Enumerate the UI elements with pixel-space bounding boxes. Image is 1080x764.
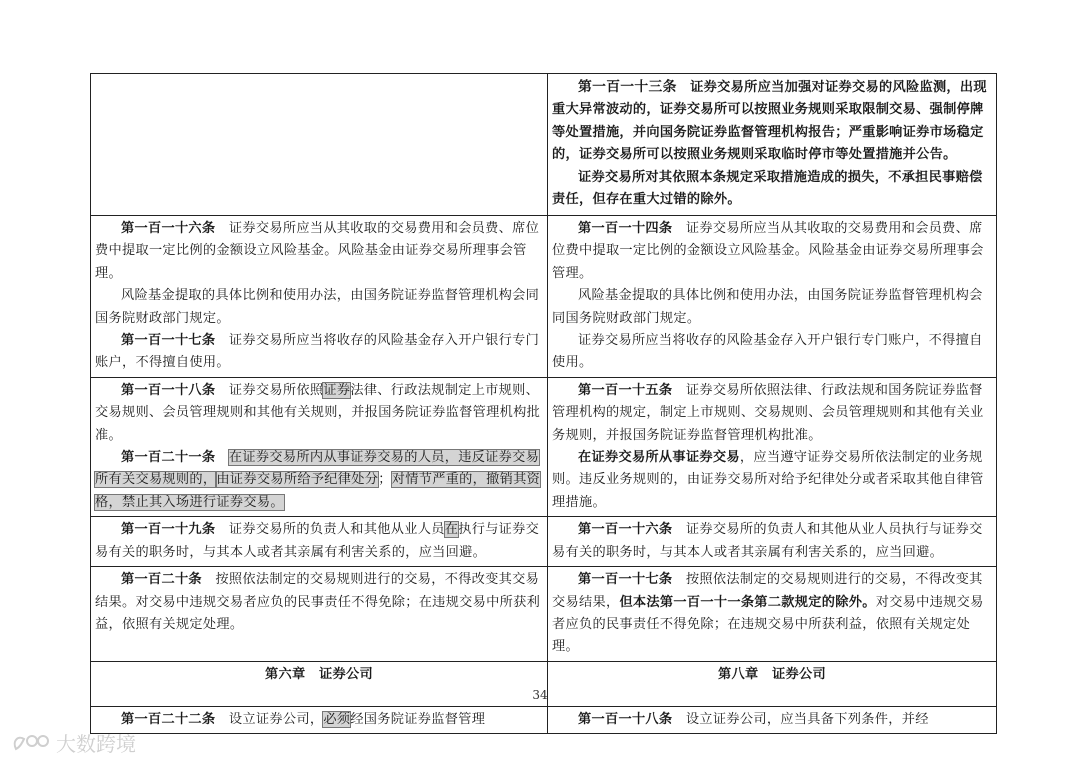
paragraph [95,569,543,636]
text-run: 证券交易所应当从其收取的交易费用和会员费、席位费中提取一定比例的金额设立风险基金。风险基金由证券交易所理事会管理。 [552,221,984,281]
bold-text: 第一百一十六条 [578,522,673,538]
bold-text: 证券交易所应当加强对证券交易的风险监测，出现重大异常波动的，证券交易所可以按照业务规则采取限制交易、强制停牌等处置措施，并向国务院证券监督管理机构报告；严重影响证券市场稳定的，证券交易所可以按照业务规则采取临时停市等处置措施并公告。 [552,80,987,163]
old-law-cell [91,74,548,216]
text-run: 设立证券公司，应当具备下列条件，并经 [672,711,929,727]
bold-text: 第一百二十二条 [121,711,216,727]
paragraph [95,380,543,447]
text-run: 设立证券公司， [215,711,324,727]
bold-text: 证券交易所对其依照本条规定采取措施造成的损失，不承担民事赔偿责任，但存在重大过错的除外。 [552,169,983,208]
old-law-cell [91,567,548,662]
bold-text: 第一百一十七条 [578,572,673,588]
chapter-heading-new: 第八章 证券公司 [548,661,997,706]
watermark-text: 大数跨境 [56,732,136,756]
old-law-cell [91,377,548,516]
text-run: ，应当遵守证券交易所依法制定的业务规则。违反业务规则的，由证券交易所对给予纪律处分或者采取其他自律管理措施。 [552,450,984,510]
text-run: 按照依法制定的交易规则进行的交易，不得改变其交易结果。对交易中违规交易者应负的民事责任不得免除；在违规交易中所获利益，依照有关规定处理。 [95,572,541,632]
text-run: 证券交易所应当从其收取的交易费用和会员费、席位费中提取一定比例的金额设立风险基金。风险基金由证券交易所理事会管理。 [95,221,540,281]
text-run: 证券交易所应当将收存的风险基金存入开户银行专门账户，不得擅自使用。 [95,333,540,371]
chapter-heading-old: 第六章 证券公司 [91,661,548,706]
highlighted-text: 对情节严重的，撤销其资格，禁止其入场进行证券交易。 [95,472,541,510]
bold-text: 第一百二十条 [121,572,202,588]
bold-text: 第一百一十五条 [578,382,673,398]
text-run: 执行与证券交易有关的职务时，与其本人或者其亲属有利害关系的，应当回避。 [95,522,540,560]
text-run: 按照依法制定的交易规则进行的交易，不得改变其交易结果， [552,572,983,610]
paragraph [552,569,992,659]
paragraph [95,218,543,285]
paragraph [552,709,992,731]
text-run: 证券交易所的负责人和其他从业人员执行与证券交易有关的职务时，与其本人或者其亲属有利害关系的，应当回避。 [552,522,983,560]
highlighted-text: 必须 [323,711,351,727]
paragraph [552,167,992,212]
paragraph [552,76,992,167]
paragraph [552,330,992,375]
table-row [91,377,997,516]
text-run: ； [378,472,392,488]
paragraph [95,709,543,731]
text-run [215,450,229,465]
bold-text: 第一百一十九条 [121,522,216,538]
paragraph [552,519,992,564]
bold-text: 第一百一十三条 [578,79,677,95]
watermark [10,728,136,757]
table-row [91,216,997,378]
paragraph [95,447,543,514]
text-run: 风险基金提取的具体比例和使用办法，由国务院证券监督管理机构会同国务院财政部门规定。 [552,288,983,326]
highlighted-text: 由证券交易所给予纪律处分 [216,472,379,488]
paragraph [552,447,992,514]
new-law-cell [548,517,997,567]
paragraph [552,218,992,285]
text-run: 风险基金提取的具体比例和使用办法，由国务院证券监督管理机构会同国务院财政部门规定。 [95,288,540,326]
paragraph [95,330,543,375]
bold-text: 第一百一十七条 [121,333,216,349]
paragraph [95,519,543,564]
highlighted-text: 证券 [323,382,351,398]
text-run: 证券交易所应当将收存的风险基金存入开户银行专门账户，不得擅自使用。 [552,333,983,371]
table-row [91,517,997,567]
text-run: 证券交易所依照 [215,382,324,398]
highlighted-text: 在证券交易所内从事证券交易的人员，违反证券交易所有关交易规则的， [95,450,540,488]
new-law-cell [548,567,997,662]
old-law-cell [91,216,548,378]
old-law-cell [91,517,548,567]
bold-text: 第一百一十八条 [578,711,673,727]
table-row [91,74,997,216]
bold-text: 第一百二十一条 [121,450,216,466]
bold-text: 第一百一十四条 [578,221,673,236]
old-law-cell [91,706,548,733]
text-run: 法律、行政法规制定上市规则、交易规则、会员管理规则和其他有关规则，并报国务院证券监督管理机构批准。 [95,382,541,443]
text-run: 对交易中违规交易者应负的民事责任不得免除；在违规交易中所获利益，依照有关规定处理。 [552,594,984,655]
comparison-page [90,73,986,734]
paragraph [552,380,992,447]
bold-text: 第一百一十六条 [121,221,216,236]
text-run: 证券交易所依照法律、行政法规和国务院证券监督管理机构的规定，制定上市规则、交易规则、会员管理规则和其他有关业务规则，并报国务院证券监督管理机构批准。 [552,382,984,443]
page-number: 34 [532,688,548,702]
bold-text: 第一百一十八条 [121,382,216,398]
text-run: 经国务院证券监督管理 [350,711,486,727]
paragraph [95,285,543,330]
text-run: 证券交易所的负责人和其他从业人员 [215,522,445,538]
new-law-cell [548,706,997,733]
highlighted-text: 在 [444,522,459,538]
bold-text: 在证券交易所从事证券交易 [578,450,740,466]
table-row [91,567,997,662]
bold-text: 但本法第一百一十一条第二款规定的除外。 [619,594,876,610]
new-law-cell [548,216,997,378]
table-row [91,706,997,733]
brand-logo-icon [10,731,50,755]
paragraph [552,285,992,330]
comparison-table [90,73,997,734]
new-law-cell [548,377,997,516]
new-law-cell [548,74,997,216]
